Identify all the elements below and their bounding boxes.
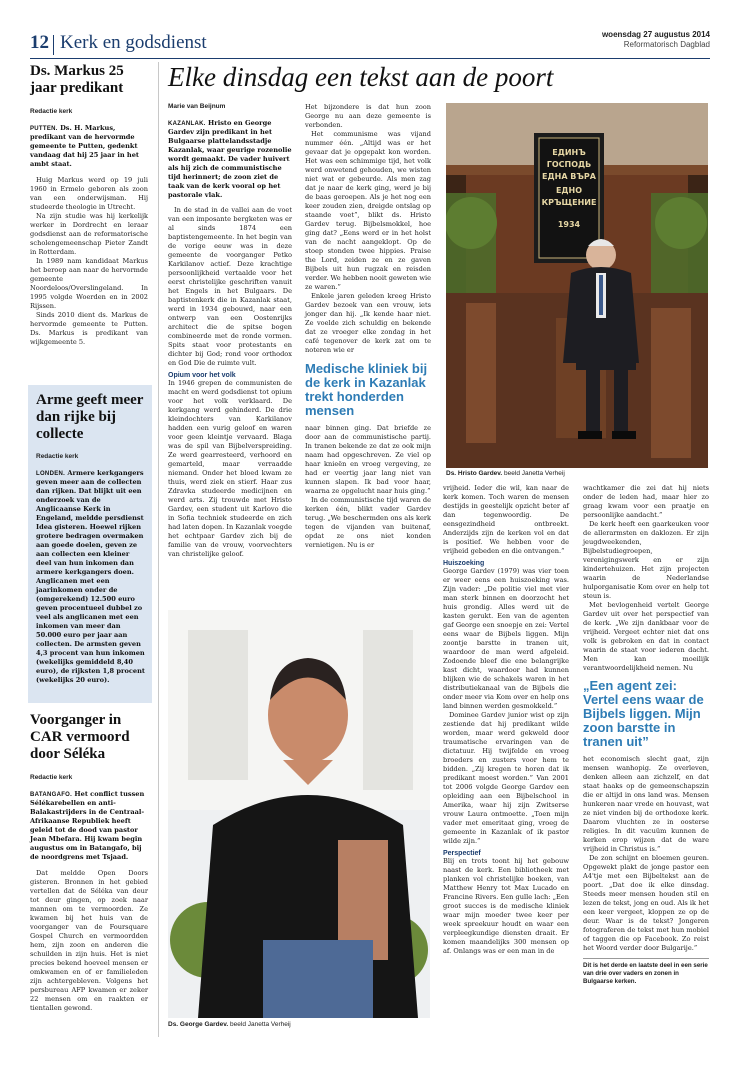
photo-george-gardev (168, 610, 430, 1018)
sign-line: ГОСПОДЬ (546, 160, 592, 169)
pullquote-kliniek: Medische kliniek bij de kerk in Kazanlak trekt honderden mensen (305, 361, 428, 418)
series-footnote: Dit is het derde en laatste deel in een serie van drie over vaders en zonen in Bulgaarse kerken. (583, 958, 709, 986)
main-col3-body-3 (443, 857, 569, 956)
paragraph: In 1989 nam kandidaat Markus het beroep aan naar de hervormde gemeente Noordeloos/Overslingeland. In 1995 volgde Woerden en in 2002 Rijssen. (30, 257, 148, 310)
paragraph: Huig Markus werd op 19 juli 1960 in Ermelo geboren als zoon van een onderwijsman. Hij studeerde theologie in Utrecht. (30, 176, 148, 211)
subheading-perspectief: Perspectief (443, 850, 481, 857)
article-car (30, 712, 148, 1013)
paragraph: De kerk heeft een gaarkeuken voor de allerarmsten en daklozen. Er zijn jeugdweekenden, Bijbelstudiegroepen, verenigingswerk en er zijn kindertehuizen. Het zijn projecten waarin de Nederlandse hulporganisatie Kom over en help tot steun is. (583, 520, 709, 600)
header-separator (53, 35, 54, 55)
paragraph: George Gardev (1979) was vier toen er weer eens een huiszoeking was. Zijn vader: „De politie viel met vier man sterk binnen en doorzocht het huis grondig. Alles werd uit de kasten gerukt. Een van de agenten gaf George een snoepje en zei: Vertel eens waar de Bijbels liggen. Mijn zoontje barstte in tranen uit, waardoor de man werd afgeleid. Zodoende bleef die ene belangrijke kast dicht, waardoor had kunnen blijken wie de schakels waren in het distributiekanaal van de Bijbels die onder meer via Kom over en help ons land binnen werden gesmokkeld.” (443, 567, 569, 710)
main-col3-body (443, 484, 569, 556)
article-car-kicker: BATANGAFO. (30, 792, 73, 798)
paragraph: In de communistische tijd waren de kerken één, blikt vader Gardev terug. „We beschermden ons als kerk tegen de vijanden van buitenaf, opdat ze ons niet konden vernietigen. Nu is er (305, 496, 431, 549)
main-lead-text: Hristo en George Gardev zijn predikant in het Bulgaarse plattelandsstadje Kazanlak, waar geurige rozenolie wordt gemaakt. De vader huivert als hij zich de communistische tijd herinnert; de zoon ziet de taak van de kerk vooral op het pastorale vlak. (168, 119, 292, 199)
subheading-huiszoeking: Huiszoeking (443, 560, 485, 567)
church-interior-illustration (446, 103, 708, 468)
header-date: woensdag 27 augustus 2014 (601, 30, 710, 39)
page-number: 12 (30, 32, 49, 53)
main-col4-body (583, 484, 709, 673)
subheading-opium: Opium voor het volk (168, 372, 236, 379)
main-col4-body-2 (583, 755, 709, 953)
photo-hristo-gardev (446, 103, 708, 468)
sign-line: КРЪЩЕНИЕ (541, 198, 597, 207)
paragraph: In 1946 grepen de communisten de macht en werd godsdienst tot opium voor het volk verklaard. De kerkgang werd gehinderd. De drie kleindochters van Karkilanov hadden een vurig geloof en waren voor geen kleintje vervaard. Blaga was de spil van Bijbelverspreiding. Ze werd gearresteerd, verhoord en gemarteld, maar verraadde niemand. Onder het bloed kwam ze thuis, werd ziek en stierf. Haar zus Zdravka studeerde medicijnen en werd arts. Zij trouwde met Hristo Gardev, een student uit Karlovo die in Sofia techniek studeerde en zich had laten dopen. In Kazanlak voegde het echtpaar Gardev zich bij de familie van de vrouw, voorvechters van christelijke geloof. (168, 379, 292, 558)
caption-hristo (446, 470, 708, 477)
article-markus-headline: Ds. Markus 25 jaar predikant (30, 63, 124, 96)
main-kicker: KAZANLAK. (168, 121, 206, 127)
main-headline: Elke dinsdag een tekst aan de poort (168, 62, 554, 92)
paragraph: vrijheid. Ieder die wil, kan naar de kerk komen. Toch waren de mensen destijds in geestelijk opzicht beter af dan tegenwoordig. De eensgezindheid ontbreekt. Anderzijds zijn de kerken vol en dat is positief. We hebben voor de vrijheid gebeden en die ontvangen.” (443, 484, 569, 555)
article-markus (30, 63, 148, 347)
article-collecte (36, 392, 146, 685)
main-column-1 (168, 103, 292, 559)
main-column-4 (583, 484, 709, 986)
caption-credit: beeld Janetta Verheij (230, 1021, 291, 1028)
section-title: Kerk en godsdienst (60, 32, 207, 53)
column-divider (158, 62, 159, 1037)
article-collecte-lead (36, 469, 146, 685)
article-collecte-kicker: LONDEN. (36, 471, 66, 477)
header-rule (30, 58, 710, 59)
main-column-2 (305, 103, 431, 550)
paragraph: Het communisme was vijand nummer één. „Altijd was er het gevaar dat je opgepakt kon worden. Het was een schimmige tijd, het volk werd onwetend gehouden, we wisten niet wat er gebeurde. Als men zag dat je naar de kerk ging, werd je bij de baas geroepen. Als je het nog een keer zouden zien, dreigde ontslag op staande voet”, blikt ds. Hristo Gardev terug. Bijbelsmokkel, hoe ging dat? „Eens werd er in het holst van de nacht aangeklopt. Op de stoep stonden twee hippies. Praise the Lord, zeiden ze en ze gaven Bijbels uit hun rugzak en reisden verder. We hebben nooit geweten wie ze waren.” (305, 130, 431, 291)
paragraph: wachtkamer die zei dat hij niets onder de leden had, maar hier zo graag kwam voor een praatje en persoonlijke aandacht.” (583, 484, 709, 519)
article-markus-byline: Redactie kerk (30, 108, 73, 115)
article-car-lead (30, 790, 148, 862)
main-col2-body (305, 103, 431, 355)
main-column-3 (443, 484, 569, 956)
paragraph: De zon schijnt en bloemen geuren. Opgewekt plakt de jonge pastor een A4'tje met een Bijbeltekst aan de poort. „Dat doe ik elke dinsdag. Steeds meer mensen houden stil en lezen de tekst, jong en oud. Als ik het een keer vergeet, kloppen ze op de deur. Waar is de tekst? Jongeren fotograferen de tekst met hun mobiel of taggen die op Facebook. Zo reist het Woord verder door Bulgarije.” (583, 854, 709, 952)
article-markus-lead-text: Ds. H. Markus, predikant van de hervormde gemeente te Putten, gedenkt vandaag dat hij 25 jaar in het ambt staat. (30, 124, 139, 168)
article-car-byline: Redactie kerk (30, 774, 73, 781)
main-col3-body-2 (443, 567, 569, 846)
main-col2-body-2 (305, 424, 431, 550)
pullquote-agent: „Een agent zei: Vertel eens waar de Bijbels liggen. Mijn zoon barstte in tranen uit” (583, 678, 704, 749)
article-markus-body (30, 176, 148, 347)
sign-line: ЕДНА ВЪРА (542, 172, 596, 181)
paragraph: Het bijzondere is dat hun zoon George nu aan deze gemeente is verbonden. (305, 103, 431, 129)
paragraph: naar binnen ging. Dat briefde ze door aan de communistische partij. In tranen bekende ze dat ze ook mijn naam had opgeschreven. Ze viel op haar knieën en vroeg vergeving, ze had er veertig jaar lang niet van kunnen slapen. Ik bad voor haar, waarna ze opgelucht naar huis ging.” (305, 424, 431, 495)
caption-name: Ds. George Gardev. (168, 1021, 229, 1028)
paragraph: Dominee Gardev junior wist op zijn zestiende dat hij predikant wilde worden, maar werd gekweld door traumatische ervaringen van de dictatuur. Hij twijfelde en vroeg broeders en zusters voor hem te bidden. „Zij kregen te horen dat ik predikant moest worden.” Van 2001 tot 2006 volgde George Gardev een opleiding aan een Bijbelschool in Amerika, waar hij zijn Zwitserse vrouw Laura ontmoette. „Toen mijn vader met emeritaat ging, vroeg de gemeente in Kazanlak of ik pastor wilde zijn.” (443, 711, 569, 845)
article-collecte-headline: Arme geeft meer dan rijke bij collecte (36, 392, 144, 442)
article-markus-lead (30, 124, 148, 169)
article-car-headline: Voorganger in CAR vermoord door Séléka (30, 712, 130, 762)
main-lead (168, 119, 292, 200)
caption-credit: beeld Janetta Verheij (504, 470, 565, 477)
main-byline: Marie van Beijnum (168, 103, 226, 110)
sign-line: 1934 (557, 220, 581, 229)
paragraph: het economisch slecht gaat, zijn mensen wanhopig. Ze overleven, denken alleen aan zichzelf, en dat staat haaks op de gemeenschapszin die er altijd in ons land was. Mensen hunkeren naar vrede en houvast, wat ze niet vinden bij de orthodoxe kerk. Daarom vluchten ze in oosterse religies. In dit vacuüm kunnen de kerken erop wijzen dat de ware vrijheid in Christus is.” (583, 755, 709, 853)
paragraph: Blij en trots toont hij het gebouw naast de kerk. Een bibliotheek met planken vol christelijke boeken, van Matthew Henry tot Max Lucado en Francine Rivers. Een gulle lach: „Een groot succes is de medische kliniek waar mijn moeder twee keer per week spreekuur houdt en waar een verpleegkundige diensten draait. Er komen maandelijks 300 mensen op af. Onlangs was er een man in de (443, 857, 569, 955)
paragraph: Met bevlogenheid vertelt George Gardev uit over het perspectief van de kerk. „We zijn dankbaar voor de vrijheid. Vergeet echter niet dat ons volk is gebroken en dat in contact waarin de staat voor iederen dacht. Men kan moeilijk verantwoordelijkheid nemen. Nu (583, 601, 709, 672)
paragraph: Dat meldde Open Doors gisteren. Bronnen in het gebied vertellen dat de Séléka van deur tot deur gingen, op zoek naar mannen om te vermoorden. Ze kwamen bij het huis van de voorganger van de Foursquare Gospel Church en vermoordden hem, zijn zoon en anderen die schuilden in zijn huis. Het is niet precies bekend hoeveel mensen er omkwamen en of er familieleden zijn achtergebleven. Volgens het persbureau AFP kwamen er zeker 22 mensen om en raakten er tientallen gewond. (30, 869, 148, 1012)
sign-line: ЕДИНЪ (552, 148, 586, 157)
main-col1-body-2 (168, 379, 292, 559)
paragraph: In de stad in de vallei aan de voet van een imposante bergketen was er al sinds 1874 een baptistengemeente. In het begin van de vorige eeuw was in deze gemeente de voorganger Petko Karkilanov actief. Deze krachtige persoonlijkheid vertaalde voor het eerst christelijke geschriften vanuit het Engels in het Bulgaars. De baptistenkerk die in Kazanlak staat, werd in 1934 gebouwd, naar een ontwerp van een Oostenrijks architect die de spitse bogen combineerde met de ronde vormen. Spits staat voor protestants en dichter bij God; rond voor orthodox en God Die de ruimte vult. (168, 206, 292, 367)
header-paper: Reformatorisch Dagblad (623, 40, 710, 49)
caption-name: Ds. Hristo Gardev. (446, 470, 503, 477)
caption-george (168, 1021, 430, 1028)
portrait-illustration (168, 610, 430, 1018)
main-col1-body (168, 206, 292, 368)
paragraph: Na zijn studie was hij kerkelijk werker in Dordrecht en leraar godsdienst aan de reformatorische scholengemeenschap Pieter Zandt in Rotterdam. (30, 212, 148, 256)
article-collecte-byline: Redactie kerk (36, 453, 79, 460)
paragraph: Enkele jaren geleden kreeg Hristo Gardev bezoek van een vrouw, iets jonger dan hij. „Ik kende haar niet. Ze voelde zich schuldig en bekende dat ze vroeger elke zondag in het café tegenover de kerk zat om te noteren wie er (305, 292, 431, 354)
article-markus-kicker: PUTTEN. (30, 126, 58, 132)
sign-line: ЕДНО (555, 186, 583, 195)
article-car-lead-text: Het conflict tussen Sélékarebellen en anti-Balakastrijders in de Centraal-Afrikaanse Republiek heeft geleid tot de dood van pastor Jean Mbefara. Hij kwam begin augustus om in Batangafo, bij de noordgrens met Tsjaad. (30, 790, 145, 861)
paragraph: Sinds 2010 dient ds. Markus de hervormde gemeente te Putten. Ds. Markus is predikant van wijkgemeente 5. (30, 311, 148, 346)
article-collecte-lead-text: Armere kerkgangers geven meer aan de collecten dan rijken. Dat blijkt uit een onderzoek van de Anglicaanse Kerk in Engeland, meldde persdienst Idea gisteren. Hoewel rijken grotere bedragen overmaken aan goede doelen, geven ze aan collecten een kleiner deel van hun inkomen dan armere kerkgangers doen. Anglicanen met een jaarinkomen onder de (omgerekend) 12.500 euro geven procentueel dubbel zo veel als anglicanen met een inkomen van meer dan 50.000 euro per jaar aan collecten. De armsten geven 4,3 procent van hun inkomen (wekelijks gemiddeld 8,40 euro), de rijksten 1,8 procent (wekelijks 20 euro). (36, 469, 145, 684)
article-car-body (30, 869, 148, 1013)
